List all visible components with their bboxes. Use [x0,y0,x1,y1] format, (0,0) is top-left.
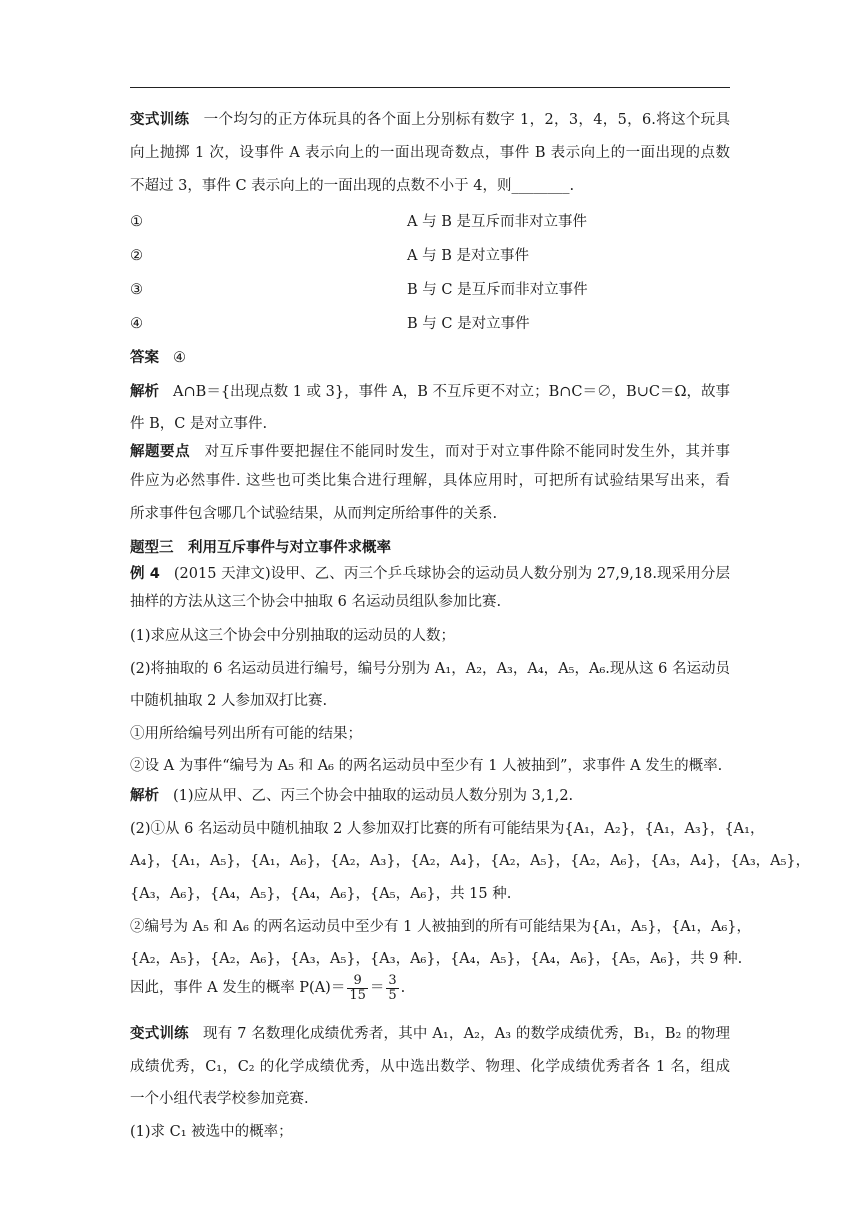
ex1-line-2: 向上抛掷 1 次，设事件 A 表示向上的一面出现奇数点，事件 B 表示向上的一面出现的点数 [130,145,730,161]
section-title: 题型三 利用互斥事件与对立事件求概率 [130,540,391,556]
example4-q2-sub-1: ①用所给编号列出所有可能的结果； [130,726,362,742]
ex2-line-2: 成绩优秀，C₁，C₂ 的化学成绩优秀，从中选出数学、物理、化学成绩优秀者各 1 名，组成 [130,1059,730,1075]
solution4-line-4: {A₃，A₆}，{A₄，A₅}，{A₄，A₆}，{A₅，A₆}，共 15 种. [130,886,512,902]
fraction-denominator: 5 [388,987,397,1003]
option-text: A 与 B 是互斥而非对立事件 [407,214,587,230]
answer-value: ④ [173,350,186,366]
example4-label: 例 4 [130,566,160,582]
keypoints-label: 解题要点 [130,444,191,460]
equals-sign: ＝ [369,980,385,996]
conclusion-end: . [400,980,406,996]
option-number: ① [130,214,143,230]
option-text: B 与 C 是互斥而非对立事件 [407,282,588,298]
ex1-label: 变式训练 [130,112,190,128]
keypoints-line-1 [130,442,730,462]
keypoints-line-2: 件应为必然事件. 这些也可类比集合进行理解，具体应用时，可把所有试验结果写出来，看 [130,473,730,489]
header-rule [130,87,730,88]
solution4-line-2: (2)①从 6 名运动员中随机抽取 2 人参加双打比赛的所有可能结果为{A₁，A₂}，{A₁，A₃}，{A₁， [130,821,765,837]
answer-line [130,348,730,368]
ex2-q1: (1)求 C₁ 被选中的概率； [130,1124,293,1140]
keypoints-line-3: 所求事件包含哪几个试验结果，从而判定所给事件的关系. [130,506,498,522]
option-text: B 与 C 是对立事件 [407,316,530,332]
solution4-label: 解析 [130,788,159,804]
ex2-text-1: 现有 7 名数理化成绩优秀者，其中 A₁，A₂，A₃ 的数学成绩优秀，B₁，B₂ 的物理 [202,1026,730,1042]
option-number: ④ [130,316,143,332]
example4-text-1: (2015 天津文)设甲、乙、丙三个乒乓球协会的运动员人数分别为 27,9,18.现采用分层 [173,566,731,582]
analysis1-text-1: A∩B＝{出现点数 1 或 3}，事件 A，B 不互斥更不对立；B∩C＝∅，B∪C＝Ω，故事 [173,384,731,400]
ex1-text-1: 一个均匀的正方体玩具的各个面上分别标有数字 1，2，3，4，5，6.将这个玩具 [203,112,730,128]
example4-q2-line-1: (2)将抽取的 6 名运动员进行编号，编号分别为 A₁，A₂，A₃，A₄，A₅，A₆.现从这 6 名运动员 [130,661,730,677]
fraction-numerator: 9 [347,974,368,989]
example4-q1: (1)求应从这三个协会中分别抽取的运动员的人数； [130,628,456,644]
ex1-line-1 [130,110,730,130]
example4-q2-sub-2: ②设 A 为事件“编号为 A₅ 和 A₆ 的两名运动员中至少有 1 人被抽到”，求事件 A 发生的概率. [130,758,723,774]
example4-line-1 [130,564,730,584]
option-number: ② [130,248,143,264]
solution4-conclusion [130,958,730,1018]
solution4-line-6: {A₂，A₅}，{A₂，A₆}，{A₃，A₅}，{A₃，A₆}，{A₄，A₅}，{A₄，A₆}，{A₅，A₆}，共 9 种. [130,951,743,967]
option-number: ③ [130,282,143,298]
ex2-line-1 [130,1024,730,1044]
example4-q2-line-2: 中随机抽取 2 人参加双打比赛. [130,693,328,709]
solution4-line-1 [130,786,730,806]
solution4-text-1: (1)应从甲、乙、丙三个协会中抽取的运动员人数分别为 3,1,2. [173,788,574,804]
fraction-3-5 [386,974,398,1003]
fraction-9-15 [347,974,368,1003]
conclusion-text: 因此，事件 A 发生的概率 P(A)＝ [130,980,346,996]
analysis1-label: 解析 [130,384,160,400]
solution4-line-5: ②编号为 A₅ 和 A₆ 的两名运动员中至少有 1 人被抽到的所有可能结果为{A₁，A₅}，{A₁，A₆}， [130,919,751,935]
answer-label: 答案 [130,350,159,366]
analysis1-line-1 [130,382,730,402]
ex2-label: 变式训练 [130,1026,189,1042]
keypoints-text-1: 对互斥事件要把握住不能同时发生，而对于对立事件除不能同时发生外，其并事 [204,444,731,460]
ex2-line-3: 一个小组代表学校参加竞赛. [130,1091,309,1107]
analysis1-line-2: 件 B，C 是对立事件. [130,416,268,432]
fraction-denominator: 15 [349,987,366,1003]
example4-line-2: 抽样的方法从这三个协会中抽取 6 名运动员组队参加比赛. [130,594,502,610]
ex1-line-3: 不超过 3，事件 C 表示向上的一面出现的点数不小于 4，则________. [130,178,575,194]
fraction-numerator: 3 [388,972,397,988]
solution4-line-3: A₄}，{A₁，A₅}，{A₁，A₆}，{A₂，A₃}，{A₂，A₄}，{A₂，A₅}，{A₂，A₆}，{A₃，A₄}，{A₃，A₅}， [130,853,811,869]
option-text: A 与 B 是对立事件 [407,248,529,264]
